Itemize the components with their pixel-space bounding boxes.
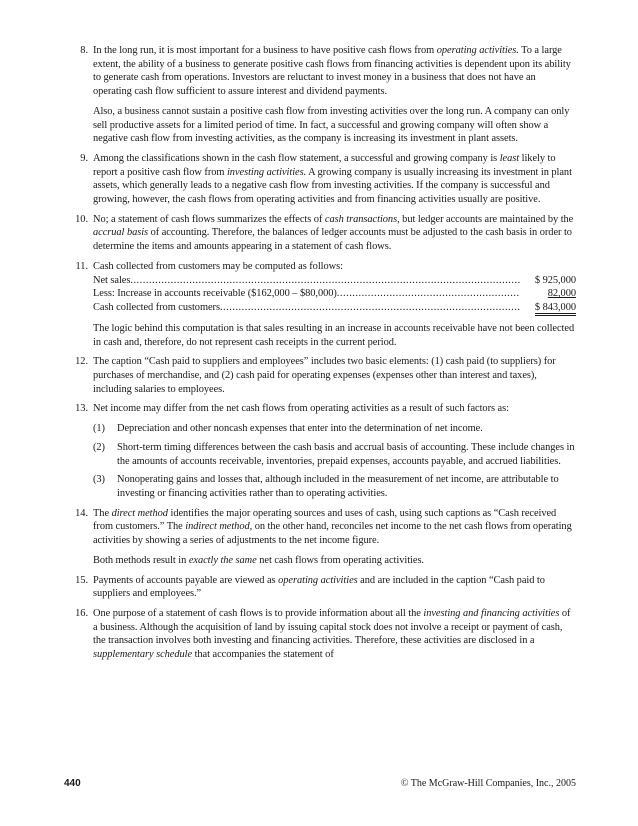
- italic-run: direct method: [111, 507, 168, 519]
- sub-item: [93, 422, 576, 436]
- text-run: In the long run, it is most important for a business to have positive cash flows from: [93, 45, 437, 56]
- copyright-notice: © The McGraw-Hill Companies, Inc., 2005: [400, 778, 576, 789]
- text-run: of accounting. Therefore, the balances of ledger accounts must be adjusted to the cash basis in order to determine the items and amounts appearing in a statement of cash flows.: [93, 227, 572, 253]
- answer-item: [64, 152, 576, 207]
- paragraph: [93, 213, 576, 254]
- paragraph: [93, 322, 576, 349]
- italic-run: cash transactions,: [324, 213, 400, 225]
- text-run: The caption “Cash paid to suppliers and employees” includes two basic elements: (1) cash paid (to suppliers) for purchases of merchandise, and (2) cash paid for operating expenses (expenses other than interest and taxes), including salaries to employees.: [93, 356, 556, 395]
- text-run: on the other hand, reconciles net income to the net cash flows from operating activities by showing a series of adjustments to the net income figure.: [93, 521, 572, 547]
- paragraph: [93, 152, 576, 207]
- text-run: Among the classifications shown in the cash flow statement, a successful and growing company is: [93, 152, 500, 164]
- leader-dots: [130, 274, 520, 288]
- row-amount: $ 843,000: [535, 302, 576, 316]
- item-number: 13.: [75, 403, 88, 415]
- text-run: of a business. Although the acquisition of land by issuing capital stock does not involve a receipt or payment of cash, the transaction involves both investing and financing activities. Therefore, these activities are disclosed in a: [93, 607, 571, 647]
- row-amount: 82,000: [547, 288, 576, 300]
- text-run: net cash flows from operating activities.: [256, 554, 424, 566]
- paragraph: [93, 554, 576, 568]
- sub-item-number: (1): [93, 423, 105, 435]
- answer-list: [64, 44, 576, 668]
- computation-row: [93, 287, 576, 301]
- answer-item: [64, 607, 576, 662]
- row-label: Net sales: [93, 274, 131, 286]
- text-run: identifies the major operating sources and uses of cash, using such captions as “Cash received from customers.” The: [93, 507, 557, 533]
- text-run: and are included in the caption “Cash paid to suppliers and employees.”: [93, 574, 545, 600]
- answer-item: [64, 260, 576, 350]
- item-number: 8.: [80, 45, 88, 56]
- sub-item-number: (2): [93, 441, 105, 453]
- sub-item: [93, 473, 576, 500]
- italic-run: operating activities.: [436, 45, 519, 56]
- sub-item: [93, 441, 576, 468]
- text-run: The logic behind this computation is that sales resulting in an increase in accounts receivable have not been collected in cash and, therefore, do not represent cash receipts in the current period.: [93, 322, 575, 348]
- row-label: Less: Increase in accounts receivable ($162,000 – $80,000): [93, 288, 337, 300]
- item-number: 12.: [75, 356, 88, 368]
- computation-row: [93, 301, 576, 316]
- item-number: 15.: [75, 574, 88, 586]
- leader-dots: [220, 301, 520, 315]
- page-number: 440: [64, 778, 81, 789]
- item-number: 9.: [80, 152, 88, 164]
- computation-table: [93, 274, 576, 316]
- text-run: One purpose of a statement of cash flows is to provide information about all the: [93, 607, 424, 619]
- computation-row: [93, 274, 576, 288]
- item-number: 14.: [75, 507, 88, 519]
- row-amount-cell: [520, 287, 576, 301]
- italic-run: indirect method,: [185, 521, 253, 533]
- paragraph: [93, 44, 576, 99]
- paragraph: [93, 355, 576, 396]
- text-run: but ledger accounts are maintained by the: [399, 213, 574, 225]
- text-run: Payments of accounts payable are viewed as: [93, 574, 279, 586]
- answer-item: [64, 213, 576, 254]
- row-amount: $ 925,000: [534, 274, 576, 286]
- sub-item-number: (3): [93, 474, 105, 486]
- row-amount-cell: [520, 301, 576, 316]
- text-run: No; a statement of cash flows summarizes the effects of: [93, 213, 325, 225]
- answer-item: [64, 574, 576, 601]
- sub-item-text: Short-term timing differences between the cash basis and accrual basis of accounting. These include changes in the amounts of accounts receivable, inventories, prepaid expenses, accounts payable, and accrued liabilities.: [117, 441, 575, 467]
- text-run: Net income may differ from the net cash flows from operating activities as a result of such factors as:: [93, 403, 509, 415]
- italic-run: investing and financing activities: [423, 607, 560, 619]
- paragraph: [93, 507, 576, 548]
- text-run: A growing company is usually increasing its investment in plant assets, which generally leads to a negative cash flow from investing activities. If the company is successful and growing, however, the cash flows from operating activities and from financing activities usually are positive.: [93, 166, 572, 206]
- text-run: Both methods result in: [93, 554, 189, 566]
- paragraph: [93, 574, 576, 601]
- answer-item: [64, 355, 576, 396]
- italic-run: supplementary schedule: [93, 649, 193, 661]
- text-run: that accompanies the statement of: [192, 649, 334, 661]
- answer-item: [64, 402, 576, 500]
- sub-item-text: Nonoperating gains and losses that, although included in the measurement of net income, are attributable to investing or financing activities rather than to operating activities.: [117, 474, 559, 499]
- row-label: Cash collected from customers: [93, 301, 220, 313]
- leader-dots: [337, 287, 520, 301]
- item-number: 11.: [75, 260, 88, 272]
- item-number: 10.: [75, 213, 88, 225]
- paragraph: [93, 402, 576, 416]
- text-run: The: [93, 507, 112, 519]
- italic-run: least: [499, 152, 520, 164]
- italic-run: investing activities.: [226, 166, 307, 178]
- row-amount-cell: [520, 274, 576, 288]
- item-intro: Cash collected from customers may be computed as follows:: [93, 260, 343, 272]
- italic-run: accrual basis: [93, 227, 149, 239]
- italic-run: operating activities: [278, 574, 358, 586]
- text-run: likely to report a positive cash flow from: [93, 152, 556, 178]
- paragraph: [93, 607, 576, 662]
- sub-item-text: Depreciation and other noncash expenses that enter into the determination of net income.: [117, 423, 483, 435]
- answer-item: [64, 507, 576, 568]
- text-run: To a large extent, the ability of a business to generate positive cash flows from financing activities is dependent upon its ability to generate cash from operations. Investors are reluctant to invest money in a business that does not have an operating cash flow sufficient to assure interest and dividend payments.: [93, 45, 571, 98]
- item-number: 16.: [75, 607, 88, 619]
- paragraph: [93, 105, 576, 146]
- text-run: Also, a business cannot sustain a positive cash flow from investing activities over the long run. A company can only sell productive assets for a limited period of time. In fact, a successful and growing company will often show a negative cash flow from investing activities, as the company is increasing its investment in plant assets.: [93, 105, 570, 145]
- answer-item: [64, 44, 576, 146]
- italic-run: exactly the same: [188, 554, 257, 566]
